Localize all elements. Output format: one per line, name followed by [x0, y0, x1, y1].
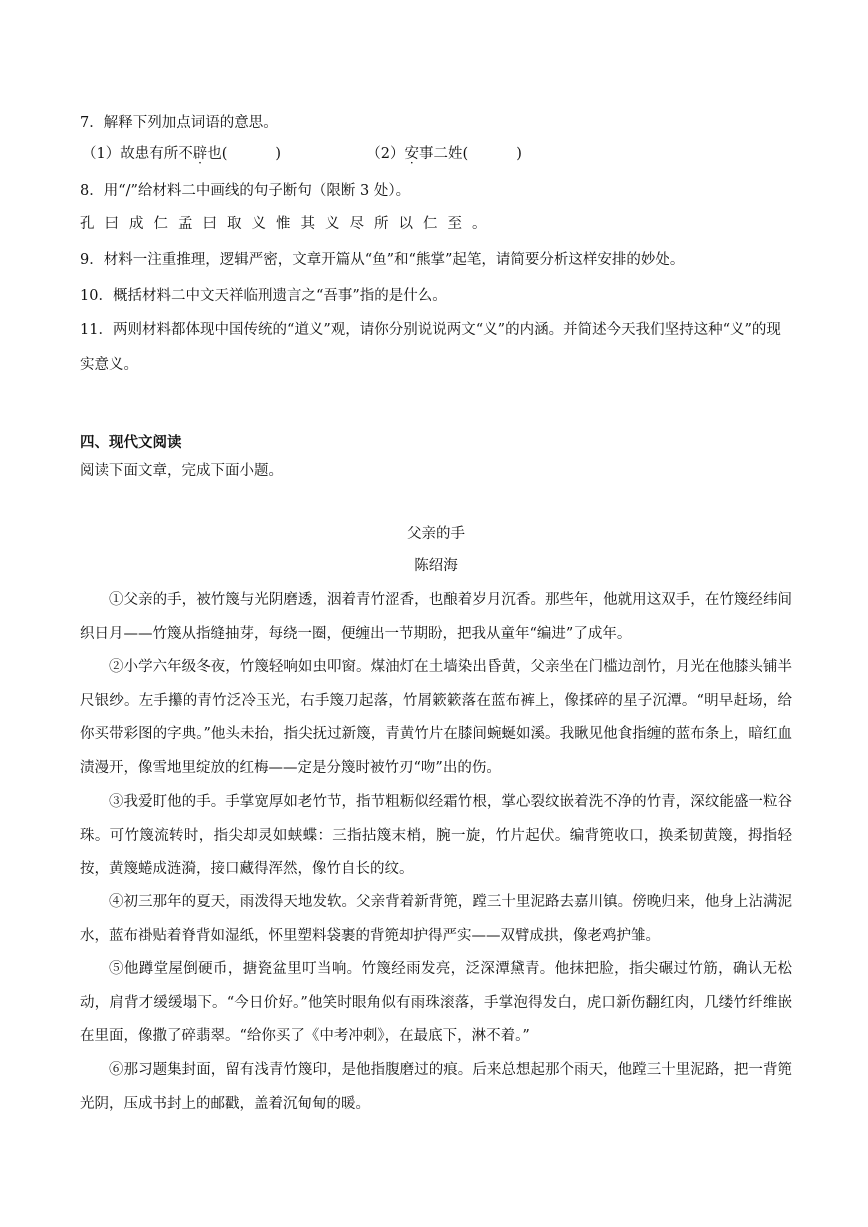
question-8: 8．用“/”给材料二中画线的句子断句（限断 3 处）。	[80, 183, 411, 199]
question-7-items	[82, 144, 522, 164]
question-7-2-dotted-word: 安	[404, 146, 420, 162]
paragraph-3: ③我爱盯他的手。手掌宽厚如老竹节，指节粗粝似经霜竹根，掌心裂纹嵌着洗不净的竹青，深纹能盛一粒谷珠。可竹篾流转时，指尖却灵如蛱蝶：三指拈篾末梢，腕一旋，竹片起伏。编背篼收口，换柔韧黄篾，拇指轻按，黄篾蜷成涟漪，接口藏得浑然，像竹自长的纹。	[80, 794, 792, 877]
article-title: 父亲的手	[407, 526, 465, 542]
question-7-1-prefix: （1）故患有所不	[82, 146, 193, 162]
paragraph-5: ⑤他蹲堂屋倒硬币，搪瓷盆里叮当响。竹篾经雨发亮，泛深潭黛青。他抹把脸，指尖碾过竹筋，确认无松动，肩背才缓缓塌下。“今日价好。”他笑时眼角似有雨珠滚落，手掌泡得发白，虎口新伤翻红肉，几缕竹纤维嵌在里面，像撒了碎翡翠。“给你买了《中考冲刺》，在最底下，淋不着。”	[80, 961, 792, 1044]
paragraph-1: ①父亲的手，被竹篾与光阴磨透，洇着青竹涩香，也酿着岁月沉香。那些年，他就用这双手，在竹篾经纬间织日月——竹篾从指缝抽芽，每绕一圈，便缠出一节期盼，把我从童年“编进”了成年。	[80, 592, 792, 642]
question-7-1-dotted-word: 辟	[192, 146, 208, 162]
article-author: 陈绍海	[414, 558, 458, 574]
question-10: 10．概括材料二中文天祥临刑遗言之“吾事”指的是什么。	[80, 288, 447, 304]
section-instruction: 阅读下面文章，完成下面小题。	[80, 463, 283, 479]
question-7-2-close: )	[516, 146, 522, 162]
question-7: 7．解释下列加点词语的意思。	[80, 115, 278, 131]
paragraph-4: ④初三那年的夏天，雨泼得天地发软。父亲背着新背篼，蹚三十里泥路去嘉川镇。傍晚归来，他身上沾满泥水，蓝布褂贴着脊背如湿纸，怀里塑料袋裹的背篼却护得严实——双臂成拱，像老鸡护雏。	[80, 894, 792, 944]
question-7-1-close: )	[275, 146, 282, 162]
question-7-2-suffix: 事二姓(	[419, 146, 469, 162]
question-7-1-suffix: 也(	[207, 146, 228, 162]
question-7-2-prefix: （2）	[366, 146, 405, 162]
question-11: 11．两则材料都体现中国传统的“道义”观，请你分别说说两文“义”的内涵。并简述今天我们坚持这种“义”的现实意义。	[80, 322, 781, 373]
question-9: 9．材料一注重推理，逻辑严密，文章开篇从“鱼”和“熊掌”起笔，请简要分析这样安排的妙处。	[80, 252, 685, 268]
paragraph-6: ⑥那习题集封面，留有浅青竹篾印，是他指腹磨过的痕。后来总想起那个雨天，他蹚三十里泥路，把一背篼光阴，压成书封上的邮戳，盖着沉甸甸的暖。	[80, 1062, 792, 1112]
section-heading: 四、现代文阅读	[80, 435, 182, 451]
question-8-text: 孔曰成仁孟曰取义惟其义尽所以仁至。	[80, 216, 497, 232]
paragraph-2: ②小学六年级冬夜，竹篾轻响如虫叩窗。煤油灯在土墙染出昏黄，父亲坐在门槛边剖竹，月光在他膝头铺半尺银纱。左手攥的青竹泛冷玉光，右手篾刀起落，竹屑簌簌落在蓝布裤上，像揉碎的星子沉潭。“明早赶场，给你买带彩图的字典。”他头未抬，指尖抚过新篾，青黄竹片在膝间蜿蜒如溪。我瞅见他食指缠的蓝布条上，暗红血渍漫开，像雪地里绽放的红梅——定是分篾时被竹刃“吻”出的伤。	[80, 659, 792, 776]
